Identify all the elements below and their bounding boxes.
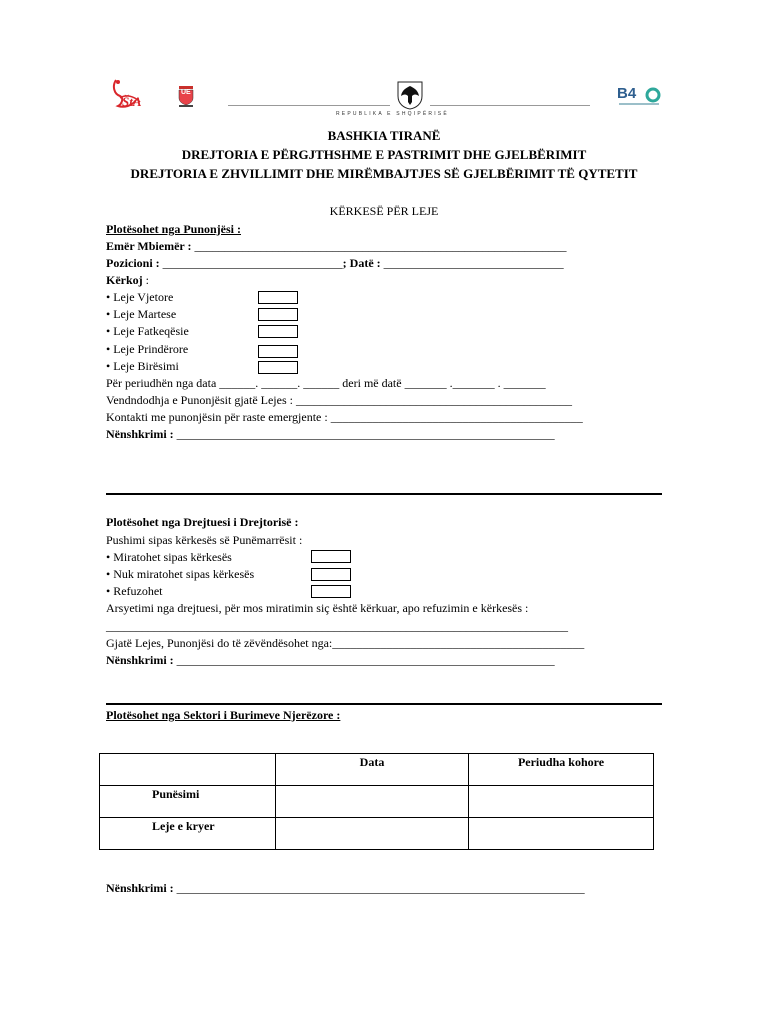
hr-table: [99, 753, 654, 850]
section2-intro: Pushimi sipas kërkesës së Punëmarrësit :: [106, 533, 303, 547]
section2-signature-label: Nënshkrimi :: [106, 653, 174, 667]
hr-row-employment-period[interactable]: [469, 786, 654, 818]
leave-bereavement-checkbox[interactable]: [258, 325, 298, 338]
emergency-contact-row[interactable]: Kontakti me punonjësin për raste emergjente : __________________________________________: [106, 410, 583, 424]
hr-row-employment-label: Punësimi: [100, 786, 276, 818]
location-row[interactable]: Vendndodhja e Punonjësit gjatë Lejes : ______________________________________________: [106, 393, 572, 407]
date-field[interactable]: ______________________________: [383, 256, 564, 270]
leave-option-bereavement: • Leje Fatkeqësie: [106, 324, 189, 338]
section1-heading: Plotësohet nga Punonjësi :: [106, 222, 241, 236]
request-colon: :: [142, 273, 149, 287]
header-logo-shield: [175, 84, 197, 108]
position-date-row: [106, 256, 564, 270]
section3-heading: Plotësohet nga Sektori i Burimeve Njerëzore :: [106, 708, 341, 722]
table-row: [100, 786, 654, 818]
decision-not-approved-checkbox[interactable]: [311, 568, 351, 581]
hr-table-header-date: Data: [276, 754, 469, 786]
decision-option-approved: • Miratohet sipas kërkesës: [106, 550, 232, 564]
section-divider-2: [106, 703, 662, 705]
leave-marriage-checkbox[interactable]: [258, 308, 298, 321]
leave-option-marriage: • Leje Martese: [106, 307, 177, 321]
position-field[interactable]: ______________________________: [162, 256, 343, 270]
decision-approved-checkbox[interactable]: [311, 550, 351, 563]
form-title: KËRKESË PËR LEJE: [329, 204, 439, 218]
section2-signature-field[interactable]: _______________________________________________________________: [176, 653, 555, 667]
emblem-caption: REPUBLIKA E SHQIPËRISË: [336, 111, 449, 117]
hr-table-header-empty: [100, 754, 276, 786]
hr-row-employment-date[interactable]: [276, 786, 469, 818]
leave-option-parental: • Leje Prindërore: [106, 342, 189, 356]
section1-signature-row: [106, 427, 555, 441]
leave-parental-checkbox[interactable]: [258, 345, 298, 358]
title-directorate-general: DREJTORIA E PËRGJTHSHME E PASTRIMIT DHE GJELBËRIMIT: [181, 147, 587, 162]
leave-option-annual: • Leje Vjetore: [106, 290, 174, 304]
leave-annual-checkbox[interactable]: [258, 291, 298, 304]
hr-table-header-row: [100, 754, 654, 786]
decision-option-not-approved: • Nuk miratohet sipas kërkesës: [106, 567, 255, 581]
logo-left-text: ŠtA: [122, 94, 142, 109]
table-row: [100, 818, 654, 850]
request-label: Kërkoj: [106, 273, 143, 287]
logo-shield-text: UE: [181, 89, 191, 96]
decision-refused-checkbox[interactable]: [311, 585, 351, 598]
title-directorate-development: DREJTORIA E ZHVILLIMIT DHE MIRËMBAJTJES SË GJELBËRIMIT TË QYTETIT: [130, 166, 638, 181]
albanian-eagle-emblem-icon: [390, 80, 430, 110]
section-divider-1: [106, 493, 662, 495]
hr-row-leave-taken-period[interactable]: [469, 818, 654, 850]
red-shield-logo-icon: [175, 84, 197, 108]
hr-row-leave-taken-label: Leje e kryer: [100, 818, 276, 850]
leave-adoption-checkbox[interactable]: [258, 361, 298, 374]
reasoning-label: Arsyetimi nga drejtuesi, për mos miratimin siç është kërkuar, apo refuzimin e kërkesës :: [106, 601, 529, 615]
decision-option-refused: • Refuzohet: [106, 584, 163, 598]
request-row: [106, 273, 149, 287]
section3-signature-row: [106, 881, 585, 895]
name-field[interactable]: ______________________________________________________________: [194, 239, 567, 253]
leave-option-adoption: • Leje Birësimi: [106, 359, 179, 373]
section2-heading: Plotësohet nga Drejtuesi i Drejtorisë :: [106, 515, 299, 529]
section3-signature-field[interactable]: ____________________________________________________________________: [176, 881, 585, 895]
header-logo-right: [617, 86, 663, 106]
section3-signature-label: Nënshkrimi :: [106, 881, 174, 895]
logo-right-text: B4: [617, 85, 637, 102]
section1-signature-field[interactable]: _______________________________________________________________: [176, 427, 555, 441]
name-row: [106, 239, 567, 253]
header-logo-left: [110, 76, 146, 114]
position-label: Pozicioni :: [106, 256, 160, 270]
hr-row-leave-taken-date[interactable]: [276, 818, 469, 850]
reasoning-field[interactable]: _____________________________________________________________________________: [106, 619, 568, 633]
section1-signature-label: Nënshkrimi :: [106, 427, 174, 441]
header-emblem: [390, 80, 430, 114]
date-label: ; Datë :: [342, 256, 381, 270]
title-municipality: BASHKIA TIRANË: [327, 128, 441, 143]
name-label: Emër Mbiemër :: [106, 239, 192, 253]
replacement-row[interactable]: Gjatë Lejes, Punonjësi do të zëvëndësohet nga:__________________________________________: [106, 636, 585, 650]
period-row[interactable]: Për periudhën nga data ______. ______. ______ deri më datë _______ ._______ . _______: [106, 376, 546, 390]
hr-table-header-period: Periudha kohore: [469, 754, 654, 786]
section2-signature-row: [106, 653, 555, 667]
